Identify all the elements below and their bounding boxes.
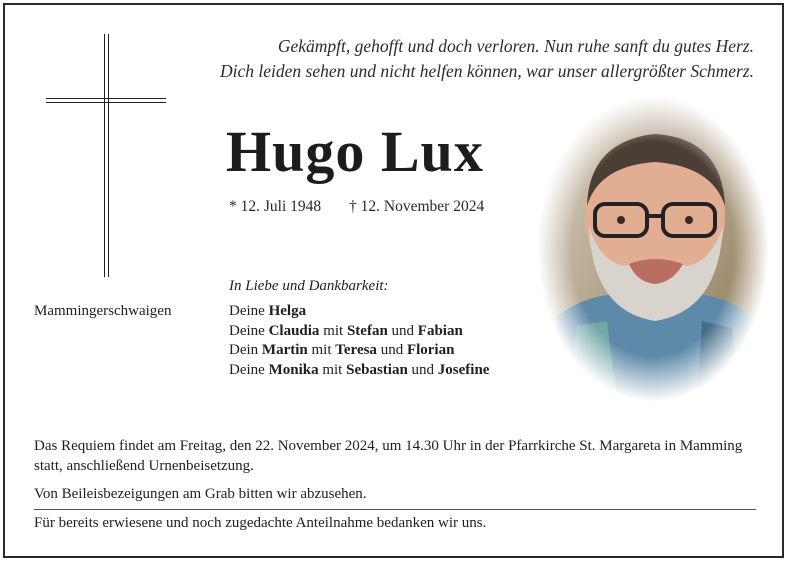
quote-line-1: Gekämpft, gehofft und doch verloren. Nun ruhe sanft du gutes Herz. bbox=[277, 36, 754, 56]
mourners-list bbox=[229, 302, 489, 380]
place-name: Mammingerschwaigen bbox=[34, 303, 172, 319]
mourner-line: Deine Monika mit Sebastian und Josefine bbox=[229, 361, 490, 378]
death-date: † 12. November 2024 bbox=[349, 198, 485, 215]
birth-date: * 12. Juli 1948 bbox=[229, 198, 322, 215]
mourner-line: Deine Claudia mit Stefan und Fabian bbox=[229, 322, 463, 339]
life-dates bbox=[229, 198, 508, 216]
divider bbox=[34, 509, 756, 510]
quote-line-2: Dich leiden sehen und nicht helfen können, war unser allergrößter Schmerz. bbox=[220, 61, 754, 81]
portrait-photo bbox=[537, 96, 769, 402]
memorial-quote bbox=[220, 34, 754, 84]
cross-horizontal-bar-inner bbox=[46, 102, 166, 103]
thanks-notice: Für bereits erwiesene und noch zugedachte Anteilnahme bedanken wir uns. bbox=[34, 515, 487, 531]
condolence-notice: Von Beileisbezeigungen am Grab bitten wir abzusehen. bbox=[34, 486, 367, 502]
mourner-line: Dein Martin mit Teresa und Florian bbox=[229, 342, 455, 358]
cross-horizontal-bar bbox=[46, 98, 166, 99]
cross-vertical-bar-inner bbox=[108, 34, 109, 277]
cross-vertical-bar bbox=[104, 34, 105, 277]
requiem-notice: Das Requiem findet am Freitag, den 22. November 2024, um 14.30 Uhr in der Pfarrkirche St. Margareta in Mamming statt, anschließend Urnenbeisetzung. bbox=[34, 438, 743, 474]
mourner-line: Deine Helga bbox=[229, 303, 307, 319]
deceased-name: Hugo Lux bbox=[226, 119, 484, 184]
mourners-heading: In Liebe und Dankbarkeit: bbox=[229, 278, 389, 294]
